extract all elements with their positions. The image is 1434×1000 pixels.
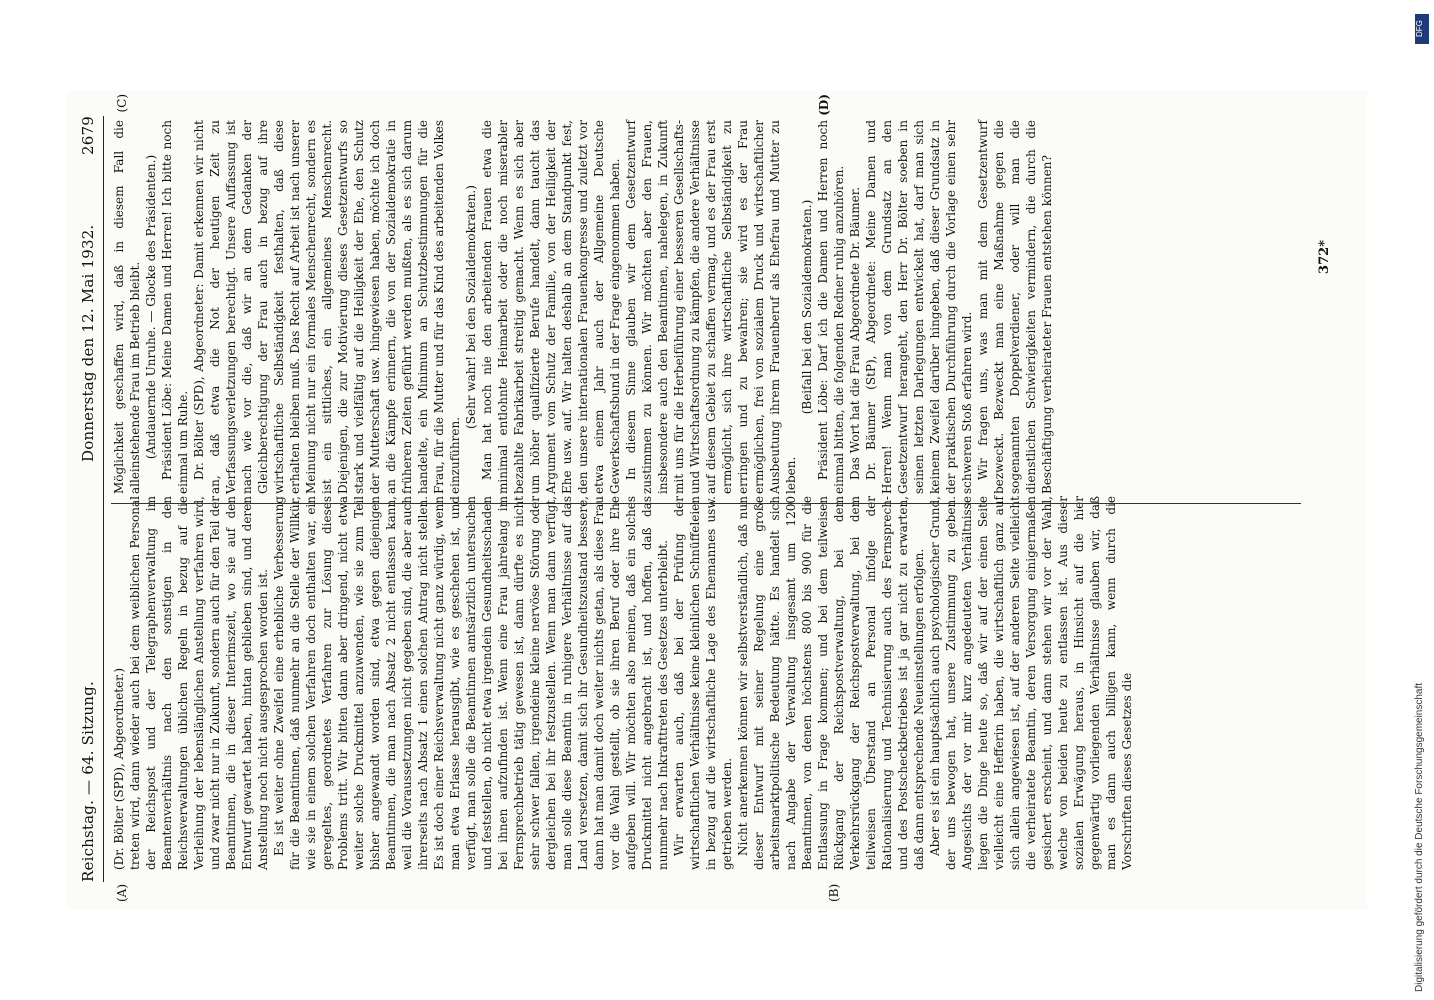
paragraph: Wir fragen uns, was man mit dem Gesetzentwurf bezweckt. Bezweckt man eine Maßnahme gegen die sogenannten Doppelverdiener, oder will man die dienstlichen Schwierigkeiten vermindern, die durch die Beschäftigung verheirateter Frauen entstehen können?: [976, 120, 1054, 494]
paragraph: Nicht anerkennen können wir selbstverständlich, daß nun dieser Entwurf mit seiner Regelung eine große arbeitsmarktpolitische Bedeutung hätte. Es handelt sich nach Angabe der Verwaltung insgesamt um 1200 Beamtinnen, von denen höchstens 800 bis 900 für die Entlassung in Frage kommen; und bei dem teilweisen Rückgang der Reichspostverwaltung, bei dem Verkehrsrückgang der Reichspostverwaltung, bei dem teilweisen Überstand an Personal infolge der Rationalisierung und Technisierung auch des Fernsprech- und des Postscheckbetriebes ist ja gar nicht zu erwarten, daß dann entsprechende Neueinstellungen erfolgen.: [736, 496, 926, 870]
margin-marker-c: (C): [115, 94, 129, 113]
dfg-sidebar: [1414, 8, 1430, 998]
dfg-sidebar-text: Digitalisierung gefördert durch die Deutsche Forschungsgemeinschaft: [1414, 682, 1425, 992]
paragraph: In diesem Sinne glauben wir dem Gesetzentwurf zustimmen zu können. Wir möchten aber den Frauen, insbesondere auch den Beamtinnen, nahelegen, in Zukunft mit uns für die Herbeiführung einer besseren Gesellschafts- und Wirtschaftsordnung zu kämpfen, die andere Verhältnisse auf diesem Gebiet zu schaffen vermag, und es der Frau erst ermöglicht, sich ihre wirtschaftliche Selbständigkeit zu erringen und zu bewahren; sie wird es der Frau ermöglichen, frei von sozialem Druck und wirtschaftlicher Ausbeutung ihrem Frauenberuf als Ehefrau und Mutter zu leben.: [624, 120, 798, 494]
header-date: Donnerstag den 12. Mai 1932.: [79, 224, 97, 462]
left-column: [111, 496, 1135, 870]
interjection: (Sehr wahr! bei den Sozialdemokraten.): [464, 185, 478, 429]
footnote-number: 372*: [1317, 240, 1332, 274]
dfg-logo: DFG: [1415, 14, 1429, 44]
margin-marker-b: (B): [827, 883, 841, 902]
paragraph: treten wird, dann wieder auch bei dem weiblichen Personal der Reichspost und der Telegraphenverwaltung im Beamtenverhältnis nach den sonstigen in den Reichsverwaltungen üblichen Regeln in bezug auf die Verleihung der lebenslänglichen Anstellung verfahren wird, und zwar nicht nur in Zukunft, sondern auch für den Teil der Beamtinnen, die in dieser Interimszeit, wo sie auf den Entwurf gewartet haben, hintan geblieben sind, und deren Anstellung noch nicht ausgesprochen worden ist.: [128, 496, 270, 870]
paragraph: (Dr. Bölter (SPD), Abgeordneter.): [112, 667, 126, 870]
page-header: [79, 116, 103, 882]
paragraph: Es ist weiter ohne Zweifel eine erhebliche Verbesserung für die Beamtinnen, daß nunmehr an die Stelle der Willkür, wie sie in einem solchen Verfahren doch enthalten war, ein geregeltes, geordnetes Verfahren zur Lösung dieses Problems tritt. Wir bitten dann aber dringend, nicht etwa weiter solche Druckmittel anzuwenden, wie sie zum Teil bisher angewandt worden sind, etwa gegen diejenigen Beamtinnen, die man nach Absatz 2 nicht entlassen kann, weil die Voraussetzungen nicht gegeben sind, die aber auch ihrerseits nach Absatz 1 einen solchen Antrag nicht stellen. Es ist doch einer Reichsverwaltung nicht ganz würdig, wenn man etwa Erlasse herausgibt, wie es geschehen ist, und verfügt, man solle die Beamtinnen amtsärztlich untersuchen und feststellen, ob nicht etwa irgendein Gesundheitsschaden bei ihnen aufzufinden ist. Wenn eine Frau jahrelang im Fernsprechbetrieb tätig gewesen ist, dann dürfte es nicht sehr schwer fallen, irgendeine kleine nervöse Störung oder dergleichen bei ihr festzustellen. Wenn man dann verfügt, man solle diese Beamtin in ruhigere Verhältnisse auf das Land versetzen, damit sich ihr Gesundheitszustand bessere, dann hat man damit doch weiter nichts getan, als diese Frau vor die Wahl gestellt, ob sie ihren Beruf oder ihre Ehe aufgeben will. Wir möchten also meinen, daß ein solches Druckmittel nicht angebracht ist, und hoffen, daß das nunmehr nach Inkrafttreten des Gesetzes unterbleibt.: [272, 496, 670, 870]
paragraph: Wir erwarten auch, daß bei der Prüfung der wirtschaftlichen Verhältnisse keine kleinlichen Schnüffeleien in bezug auf die wirtschaftliche Lage des Ehemannes usw. getrieben werden.: [672, 496, 734, 870]
margin-marker-d: (D): [817, 94, 831, 116]
paragraph: Möglichkeit geschaffen wird, daß in diesem Fall die alleinstehende Frau im Betrieb bleibt.: [112, 120, 142, 494]
paragraph: Man hat noch nie den arbeitenden Frauen etwa die minimal entlohnte Heimarbeit oder die noch miserabler bezahlte Fabrikarbeit streitig gemacht. Wenn es sich aber um höher qualifizierte Berufe handelt, dann taucht das Argument vom Schutz der Familie, von der Heiligkeit der Ehe usw. auf. Wir halten deshalb an dem Standpunkt fest, den unsere internationalen Frauenkongresse und zuletzt vor etwa einem Jahr auch der Allgemeine Deutsche Gewerkschaftsbund in der Frage eingenommen haben.: [480, 120, 622, 494]
header-rule: [103, 116, 104, 882]
header-page-number: 2679: [79, 116, 97, 155]
paragraph: Dr. Bölter (SPD), Abgeordneter: Damit erkennen wir nicht an, daß etwa die Not der heutigen Zeit zu Verfassungsverletzungen berechtigt. Unsere Auffassung ist nach wie vor die, daß wir an dem Gedanken der Gleichberechtigung der Frau auch in bezug auf ihre wirtschaftliche Selbständigkeit festhalten, daß diese erhalten bleiben muß. Das Recht auf Arbeit ist nach unserer Meinung nicht nur ein formales Menschenrecht, sondern es ist ein sittliches, ein allgemeines Menschenrecht. Diejenigen, die zur Motivierung dieses Gesetzentwurfs so stark und vielfältig auf die Heiligkeit der Ehe, den Schutz der Mutterschaft usw. hingewiesen haben, möchte ich doch an die Kämpfe erinnern, die von der Sozialdemokratie in früheren Zeiten geführt werden mußten, als es sich darum handelte, ein Minimum an Schutzbestimmungen für die Frau, für die Mutter und für das Kind des arbeitenden Volkes einzuführen.: [192, 120, 462, 494]
scanned-page: [67, 90, 1367, 910]
paragraph: Das Wort hat die Frau Abgeordnete Dr. Bäumer.: [848, 186, 862, 480]
interjection: (Beifall bei den Sozialdemokraten.): [800, 199, 814, 415]
right-column: [111, 120, 1055, 494]
paragraph: Präsident Löbe: Darf ich die Damen und Herren noch einmal bitten, die folgenden Redner ruhig anzuhören.: [816, 120, 846, 494]
header-session: Reichstag. — 64. Sitzung.: [79, 681, 97, 882]
margin-marker-a: (A): [115, 883, 129, 902]
interjection: (Andauernde Unruhe. — Glocke des Präsidenten.): [144, 154, 158, 460]
paragraph: Dr. Bäumer (StP), Abgeordnete: Meine Damen und Herren! Wenn man von dem Grundsatz an den Gesetzentwurf herangeht, den Herr Dr. Bölter soeben in seinen letzten Darlegungen entwickelt hat, darf man sich keinem Zweifel darüber hingeben, daß dieser Grundsatz in der praktischen Durchführung durch die Vorlage einen sehr schweren Stoß erfahren wird.: [864, 120, 974, 494]
paragraph: Präsident Löbe: Meine Damen und Herren! Ich bitte noch einmal um Ruhe.: [160, 120, 190, 494]
paragraph: Aber es ist ein hauptsächlich auch psychologischer Grund, der uns bewogen hat, unsere Zustimmung zu geben. Angesichts der vor mir kurz angedeuteten Verhältnisse liegen die Dinge heute so, daß wir auf der einen Seite vielleicht eine Hefferin haben, die wirtschaftlich ganz auf sich allein angewiesen ist, auf der anderen Seite vielleicht die verheiratete Beamtin, deren Versorgung einigermaßen gesichert erscheint, und dann stehen wir vor der Wahl, welche von beiden heute zu entlassen ist. Aus dieser sozialen Erwägung heraus, in Hinsicht auf die hier gegenwärtig vorliegenden Verhältnisse glauben wir, daß man es dann auch billigen kann, wenn durch die Vorschriften dieses Gesetzes die: [928, 496, 1134, 870]
column-divider: [111, 503, 1301, 504]
